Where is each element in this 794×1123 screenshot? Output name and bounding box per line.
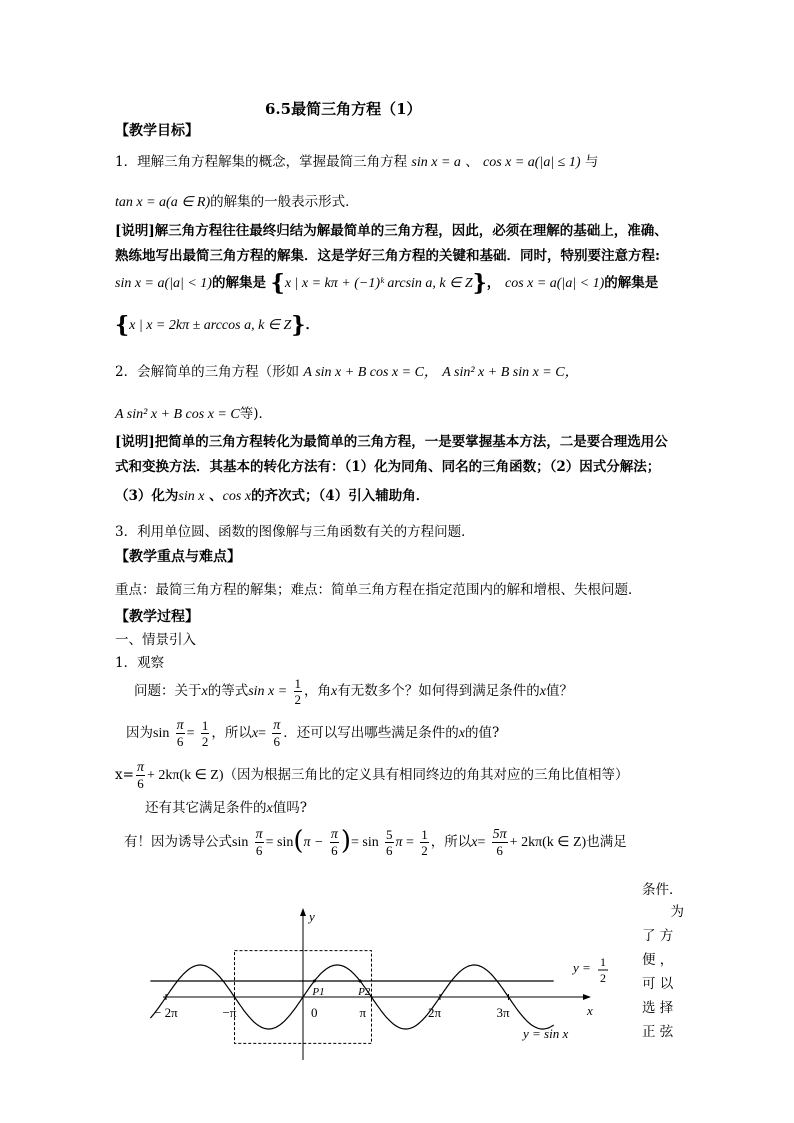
frac-den: 2 [294,692,302,707]
sine-graph [154,900,606,1065]
frac-num: π [255,827,263,842]
other-x: x [266,801,273,816]
line-label-y-half: y = [573,960,591,975]
note-2-cos: cos x [222,489,252,504]
goal-2-eq-1: A sin x + B cos x = C， [303,365,438,380]
goal-1-eq-tan: tan x = a(a ∈ R) [115,195,211,210]
fraction-pi-6b [272,718,281,749]
note-1-line-1: [说明]解三角方程往往最终归结为解最简单的三角方程，因此，必须在理解的基础上，准确、 [115,223,668,239]
q1-text-b: 的等式 [207,683,249,699]
yes-text-b: ，所以 [430,834,472,850]
because-text-a: 因为 [126,725,153,741]
frac-num: 5π [492,827,507,842]
because-sin: sin [153,726,170,741]
note-2-line-2: 式和变换方法．其基本的转化方法有：（1）化为同角、同名的三角函数；（2）因式分解法； [115,459,661,475]
frac-den: 6 [137,776,144,791]
other-text-b: 值吗? [272,800,307,816]
goal-3: 3．利用单位圆、函数的图像解与三角函数有关的方程问题． [115,524,475,540]
point-marker [313,980,316,983]
side-text-line: 正 弦 [642,1024,674,1040]
curve-label-sin: y = sin x [523,1026,569,1041]
frac-num: π [273,718,281,733]
goal-2-tail: 等)． [239,406,272,422]
because-text-b: ，所以 [211,725,252,741]
fraction-1-2 [294,676,303,707]
observe-heading: 1．观察 [115,655,165,671]
xeq-text-a: x= [115,767,134,783]
frac-num: 1 [294,676,302,691]
goal-2 [115,360,579,381]
q1-eq: sin x = [248,684,288,699]
fraction-5pi-6 [492,827,508,858]
y-axis-arrow [300,908,306,916]
fraction-1-2b [201,718,210,749]
goal-1-sep: 、 [465,154,479,170]
goal-1 [115,150,598,171]
note-2-line-3 [115,484,429,505]
note-1-comma: ， [486,275,501,291]
origin-label: 0 [311,1005,318,1020]
yes-x: x [471,835,478,850]
goal-1-eq-sin: sin x = a [411,155,461,170]
y-axis-label: y [309,909,315,924]
key-text: 重点：最简三角方程的解集；难点：简单三角方程在指定范围内的解和增根、失根问题． [115,582,642,598]
section-process: 【教学过程】 [115,609,199,625]
frac-den: 2 [201,734,209,749]
goal-1-with: 与 [584,154,599,170]
frac-den: 2 [421,843,428,858]
q1-x-3: x [539,684,546,699]
x-tick-label: −π [222,1005,237,1020]
note-1-line-2: 熟练地写出最简三角方程的解集．这是学好三角方程的关键和基础．同时，特别要注意方程: [115,248,660,264]
side-text-line: 了 方 [642,928,674,944]
goal-2-eq-2: A sin² x + B sin x = C， [442,365,579,380]
side-text-line: 可 以 [642,976,674,992]
condition-text: 条件． [642,882,683,898]
fraction-pi-6c [136,760,145,791]
frac-num: 1 [421,827,428,842]
note-1-solution-set-2: x | x = 2kπ ± arccos a, k ∈ Z [129,318,292,333]
because-line: 因为sin $\frac{\pi}{6}$ = $\frac{1}{2}$ ，所以x= $\frac{\pi}{6}$ ．还可以写出哪些满足条件的x的值? [126,718,500,749]
x-axis-arrow [583,994,591,1000]
frac-den: 6 [273,734,281,749]
frac-den: 6 [255,843,263,858]
note-2-text-a: （3）化为 [115,488,179,504]
yes-text-c: 也满足 [586,834,627,850]
note-1-set-text-1: 的解集是 [211,275,266,291]
q1-text-e: 值？ [545,683,573,699]
note-1-line-3: sin x = a(|a| < 1)的解集是 {x | x = kπ + (−1)ᵏ arcsin a, k ∈ Z}， cos x = a(|a| < 1)的解集是 [115,270,659,296]
frac-num: π [176,718,184,733]
other-question [145,796,307,817]
frac-den: 6 [386,843,393,858]
fraction-pi-6 [176,718,185,749]
other-text-a: 还有其它满足条件的 [145,800,267,816]
fraction-pi-6e [330,827,339,858]
x-axis-label: x [587,1003,593,1018]
section-key: 【教学重点与难点】 [115,549,241,565]
frac-den: 6 [496,843,503,858]
section-goals: 【教学目标】 [115,123,199,139]
because-text-d: 的值? [465,725,500,741]
note-1-eq-sin: sin x = a(|a| < 1) [115,276,212,291]
side-text-line: 选 择 [642,1000,674,1016]
q1-text-a: 问题：关于 [134,683,202,699]
goal-1-tail: 的解集的一般表示形式． [210,194,359,210]
frac-num: 1 [201,718,209,733]
x-tick-label: − 2π [154,1005,178,1020]
goal-2-eq-3: A sin² x + B cos x = C [115,407,240,422]
note-2-line-1: [说明]把简单的三角方程转化为最简单的三角方程，一是要掌握基本方法，二是要合理选用公 [115,434,668,450]
line-label-numerator: 1 [600,955,606,969]
yes-text-a: 有！因为诱导公式 [124,834,232,850]
page-title: 6.5最简三角方程（1） [265,100,422,118]
general-solution-line [115,760,629,791]
because-text-c: ．还可以写出哪些满足条件的 [283,725,459,741]
intro-heading: 一、情景引入 [115,632,196,648]
q1-text-c: ，角 [304,683,332,699]
fraction-5-6 [385,827,394,858]
frac-den: 6 [176,734,184,749]
side-text-column [642,900,684,1044]
x-tick-label: 3π [496,1005,510,1020]
point-label: P1 [312,986,325,998]
goal-1-text: 1．理解三角方程解集的概念，掌握最简三角方程 [115,154,408,170]
frac-num: π [136,760,144,775]
side-text-line: 便 ， [642,952,674,968]
note-1-end: ． [305,317,319,333]
line-label-denominator: 2 [600,971,606,985]
q1-x: x [201,684,208,699]
goal-1-eq-cos: cos x = a(|a| ≤ 1) [482,155,581,170]
note-2-text-c: 的齐次式；（4）引入辅助角． [251,488,430,504]
fraction-pi-6d [255,827,264,858]
frac-den: 6 [331,843,338,858]
note-1-line-4: {x | x = 2kπ ± arccos a, k ∈ Z}． [115,312,319,338]
frac-num: π [330,827,338,842]
note-2-sin: sin x [178,489,205,504]
q1-x-2: x [331,684,338,699]
frac-num: 5 [386,827,393,842]
because-x: x [251,726,259,741]
point-label: P2 [358,986,371,998]
note-1-solution-set-1: x | x = kπ + (−1)ᵏ arcsin a, k ∈ Z [284,276,473,291]
point-marker [359,980,362,983]
x-tick-label: π [359,1005,367,1020]
side-text-line: 为 [670,904,684,920]
xeq-formula: + 2kπ(k ∈ Z) [146,768,224,783]
fraction-1-2c [420,827,429,858]
goal-2-cont [115,402,272,423]
goal-1-cont [115,190,359,211]
note-2-sep: 、 [209,488,223,504]
because-x-2: x [458,726,466,741]
note-1-eq-cos: cos x = a(|a| < 1) [504,276,605,291]
yes-line: 有！因为诱导公式sin $\frac{\pi}{6}$ = sin(π − $\frac{\pi}{6}$ )= sin $\frac{5}{6}$ π = $\frac{1}{2}$ ，所以x= $\frac{5\pi}{6}$ + 2kπ(k ∈ Z)也满足 [124,826,627,858]
note-1-set-text-2: 的解集是 [604,275,659,291]
goal-2-text: 2．会解简单的三角方程（形如 [115,364,300,380]
x-tick-label: 2π [427,1005,442,1020]
question-1 [134,676,573,707]
q1-text-d: 有无数多个？如何得到满足条件的 [337,683,540,699]
xeq-explanation: （因为根据三角比的定义具有相同终边的角其对应的三角比值相等） [223,767,629,783]
